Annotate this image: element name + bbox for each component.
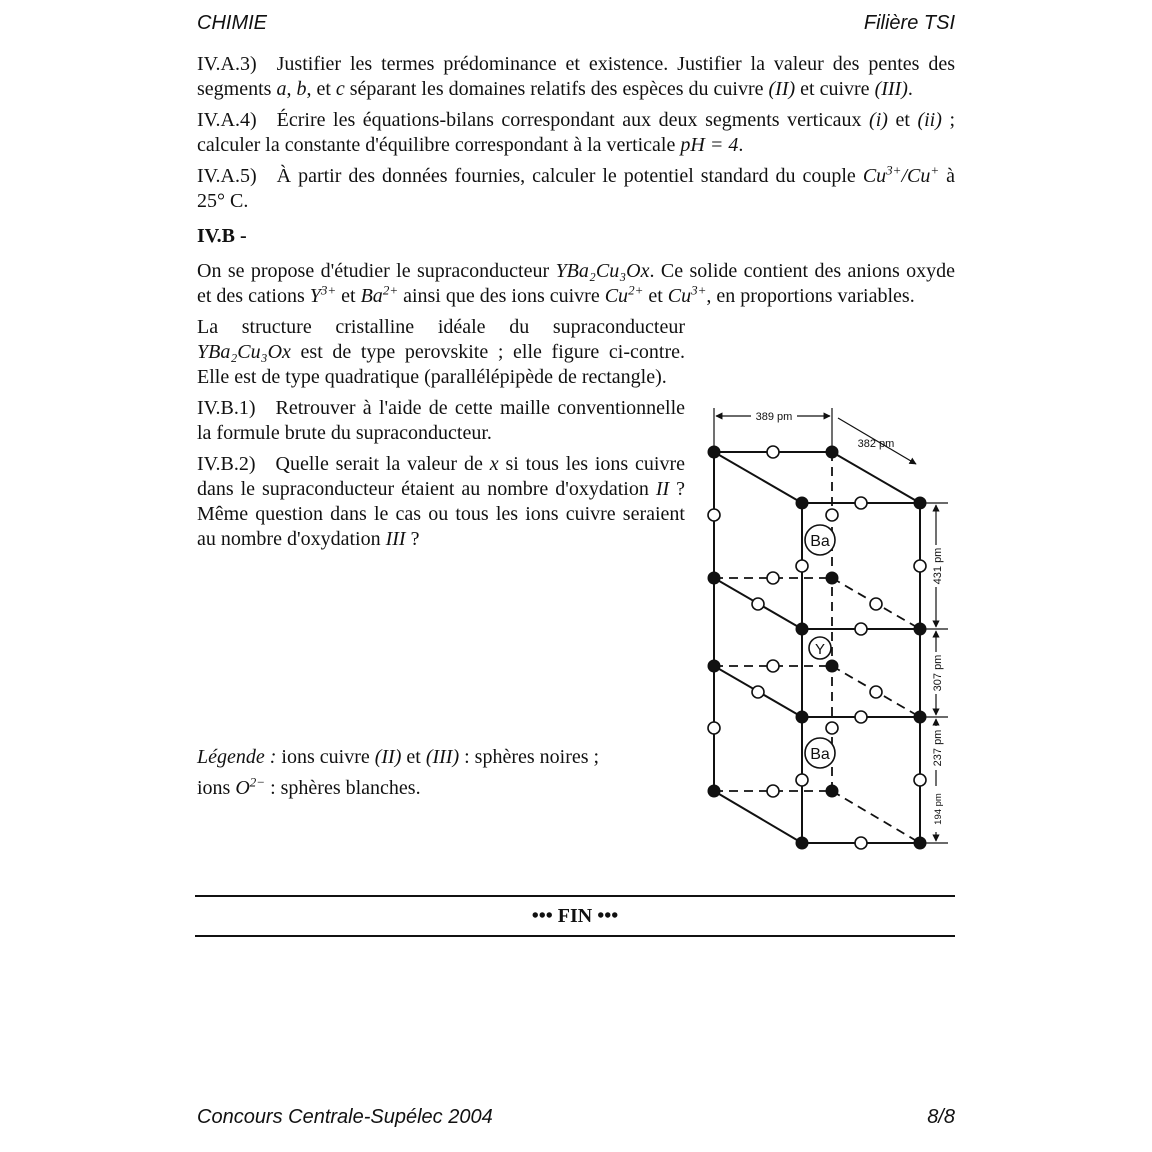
oxide-sphere	[708, 509, 720, 521]
question-label: IV.B.2)	[197, 453, 256, 475]
header-right: Filière TSI	[863, 12, 955, 34]
dim-depth-label: 382 pm	[857, 438, 895, 450]
structure-paragraph: La structure cristalline idéale du supraconducteur YBa₂Cu₃Ox est de type perovskite ; elle figure ci-contre. Elle est de type quadratique (parallélépipède de rectangle).	[197, 316, 685, 388]
oxide-sphere	[752, 598, 764, 610]
oxide-sphere	[752, 686, 764, 698]
dim-width-label: 389 pm	[755, 411, 793, 423]
oxide-sphere	[855, 497, 867, 509]
oxide-sphere	[914, 560, 926, 572]
copper-sphere	[826, 660, 838, 672]
copper-sphere	[826, 785, 838, 797]
header-left: CHIMIE	[197, 12, 267, 34]
crystal-structure-figure	[700, 400, 960, 860]
copper-sphere	[708, 572, 720, 584]
oxide-sphere	[826, 509, 838, 521]
copper-sphere	[826, 572, 838, 584]
oxide-sphere	[914, 774, 926, 786]
question-iv-a4: IV.A.4) Écrire les équations-bilans correspondant aux deux segments verticaux (i) et (ii) ; calculer la constante d'équilibre correspondant à la verticale pH = 4.	[197, 109, 956, 156]
oxide-sphere	[796, 560, 808, 572]
copper-sphere	[796, 711, 808, 723]
section-title: IV.B -	[197, 225, 247, 247]
oxide-sphere	[870, 686, 882, 698]
atom-ba-top	[805, 525, 835, 555]
question-label: IV.A.3)	[197, 53, 257, 75]
dim-h1-label: 431 pm	[932, 547, 944, 585]
oxide-sphere	[796, 774, 808, 786]
question-iv-a5: IV.A.5) À partir des données fournies, calculer le potentiel standard du couple $Cu^{3+}/Cu^+$ à 25° C.	[197, 162, 956, 212]
dim-h4-label: 194 pm	[933, 793, 944, 825]
oxide-sphere	[708, 722, 720, 734]
question-iv-a3: IV.A.3) Justifier les termes prédominance et existence. Justifier la valeur des pentes des segments a, b, et c séparant les domaines relatifs des espèces du cuivre (II) et cuivre (III).	[197, 53, 955, 100]
dim-h2-label: 307 pm	[932, 654, 944, 692]
oxide-sphere	[767, 785, 779, 797]
svg-text:Ba: Ba	[810, 746, 830, 763]
footer-page-number: 8/8	[927, 1106, 955, 1128]
oxide-sphere	[855, 711, 867, 723]
legend: Légende : ions cuivre (II) et (III) : sphères noires ; ions $O^{2-}$ : sphères blanches.	[197, 746, 600, 799]
copper-sphere	[914, 711, 926, 723]
copper-sphere	[914, 497, 926, 509]
question-label: IV.B.1)	[197, 397, 256, 419]
end-marker: ••• FIN •••	[195, 895, 955, 937]
svg-text:Y: Y	[814, 641, 826, 658]
oxide-sphere	[855, 837, 867, 849]
question-label: IV.A.4)	[197, 109, 257, 131]
copper-sphere	[914, 623, 926, 635]
copper-sphere	[826, 446, 838, 458]
copper-sphere	[796, 837, 808, 849]
copper-sphere	[796, 497, 808, 509]
copper-sphere	[914, 837, 926, 849]
question-iv-b2: IV.B.2) Quelle serait la valeur de x si tous les ions cuivre dans le supraconducteur étaient au nombre d'oxydation II ? Même question dans le cas ou tous les ions cuivre seraient au nombre d'oxydation III ?	[197, 453, 686, 550]
copper-sphere	[708, 446, 720, 458]
atom-ba-bottom	[805, 738, 835, 768]
intro-paragraph: On se propose d'étudier le supraconducteur YBa₂Cu₃Ox. Ce solide contient des anions oxyde et des cations $Y^{3+}$ et $Ba^{2+}$ ainsi que des ions cuivre $Cu^{2+}$ et $Cu^{3+}$, en proportions variables.	[197, 260, 956, 307]
oxide-sphere	[855, 623, 867, 635]
svg-text:Ba: Ba	[810, 533, 830, 550]
atom-y	[809, 637, 831, 659]
question-iv-b1: IV.B.1) Retrouver à l'aide de cette maille conventionnelle la formule brute du supraconducteur.	[197, 397, 685, 444]
copper-sphere	[708, 785, 720, 797]
copper-sphere	[708, 660, 720, 672]
copper-sphere	[796, 623, 808, 635]
oxide-sphere	[870, 598, 882, 610]
dim-h3-label: 237 pm	[932, 729, 944, 767]
oxide-sphere	[767, 572, 779, 584]
oxide-sphere	[826, 722, 838, 734]
question-label: IV.A.5)	[197, 165, 257, 187]
oxide-sphere	[767, 446, 779, 458]
oxide-sphere	[767, 660, 779, 672]
footer-left: Concours Centrale-Supélec 2004	[197, 1106, 493, 1128]
